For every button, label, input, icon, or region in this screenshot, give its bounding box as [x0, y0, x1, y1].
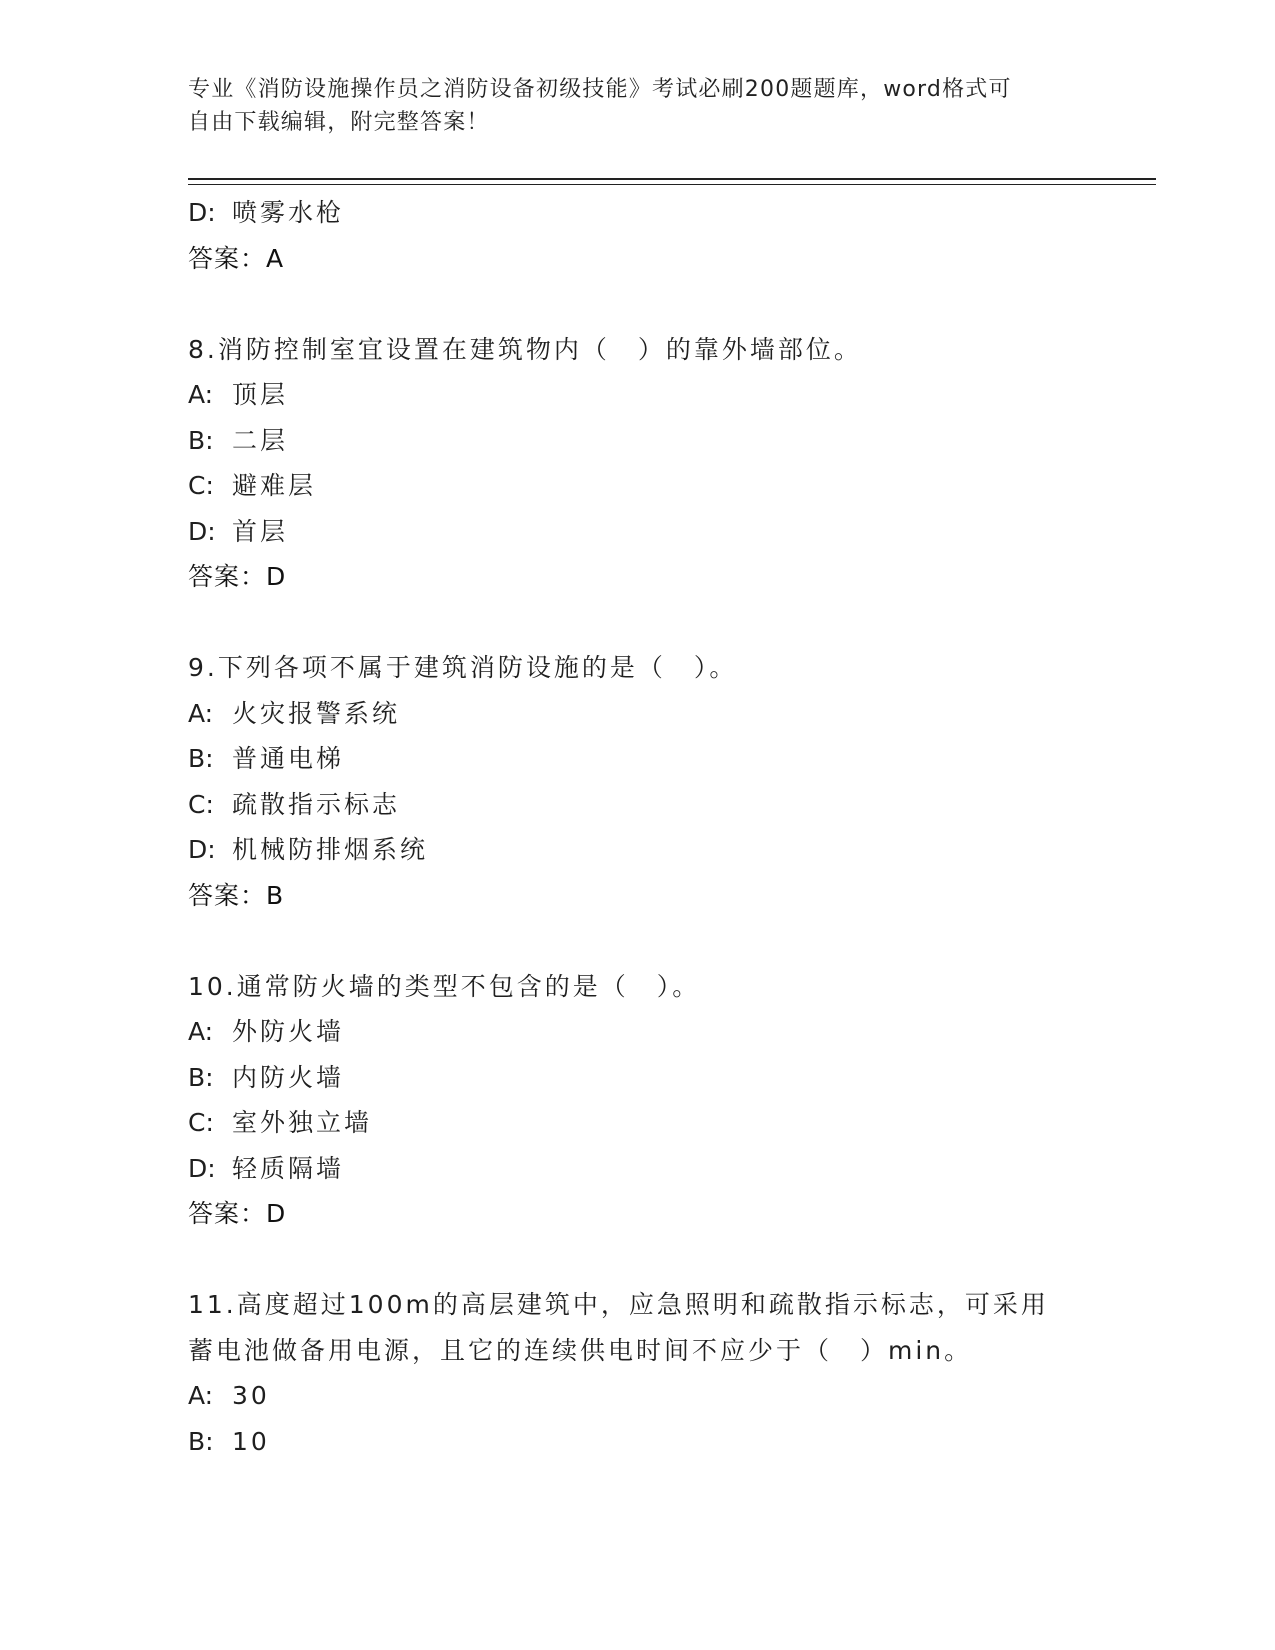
option-a: [188, 372, 1088, 418]
option-letter: C:: [188, 1108, 214, 1137]
option-letter: B:: [188, 1426, 214, 1456]
header-line-2: 自由下载编辑，附完整答案！: [188, 110, 490, 135]
option-text: 室外独立墙: [232, 1108, 373, 1137]
header-rule-thick: [188, 178, 1156, 180]
option-letter: D:: [188, 516, 216, 546]
question-stem-line-2: 蓄电池做备用电源，且它的连续供电时间不应少于（ ）min。: [188, 1335, 973, 1365]
option-letter: D:: [188, 198, 216, 227]
option-text: 首层: [232, 516, 289, 546]
option-text: 普通电梯: [232, 744, 345, 773]
option-letter: A:: [188, 380, 214, 409]
option-letter: B:: [188, 425, 214, 455]
option-c: [188, 782, 1088, 828]
answer-line: 答案：D: [188, 562, 287, 591]
option-letter: B:: [188, 744, 214, 773]
option-c: [188, 463, 1088, 509]
option-text: 二层: [232, 425, 289, 455]
option-b: [188, 1419, 1088, 1465]
option-text: 顶层: [232, 380, 289, 409]
question-list: [188, 190, 1088, 1464]
option-b: [188, 736, 1088, 782]
option-d: [188, 509, 1088, 555]
option-c: [188, 1100, 1088, 1146]
option-letter: A:: [188, 698, 214, 728]
option-letter: A:: [188, 1017, 214, 1046]
option-text: 30: [232, 1381, 270, 1410]
option-text: 轻质隔墙: [232, 1153, 345, 1183]
answer-line: 答案：A: [188, 243, 285, 273]
option-d: [188, 190, 1088, 236]
answer-line: 答案：B: [188, 880, 285, 910]
option-letter: A:: [188, 1381, 214, 1410]
option-letter: C:: [188, 471, 214, 500]
option-d: [188, 827, 1088, 873]
option-letter: D:: [188, 1153, 216, 1183]
question-stem: 8.消防控制室宜设置在建筑物内（ ）的靠外墙部位。: [188, 334, 862, 364]
option-text: 10: [232, 1426, 270, 1456]
option-text: 避难层: [232, 471, 317, 500]
option-letter: D:: [188, 835, 216, 864]
option-text: 机械防排烟系统: [232, 835, 429, 864]
option-letter: B:: [188, 1062, 214, 1092]
option-b: [188, 1055, 1088, 1101]
header-rule-thin: [188, 184, 1156, 185]
answer-line: 答案：D: [188, 1199, 287, 1228]
option-text: 外防火墙: [232, 1017, 345, 1046]
option-text: 喷雾水枪: [232, 198, 345, 227]
option-text: 内防火墙: [232, 1062, 345, 1092]
option-text: 疏散指示标志: [232, 789, 401, 819]
option-text: 火灾报警系统: [232, 698, 401, 728]
option-a: [188, 1373, 1088, 1419]
option-a: [188, 1009, 1088, 1055]
question-stem: 10.通常防火墙的类型不包含的是（ ）。: [188, 971, 701, 1001]
option-b: [188, 418, 1088, 464]
option-a: [188, 691, 1088, 737]
header-line-1: 专业《消防设施操作员之消防设备初级技能》考试必刷200题题库，word格式可: [188, 77, 1012, 102]
question-stem: 9.下列各项不属于建筑消防设施的是（ ）。: [188, 653, 738, 682]
option-letter: C:: [188, 789, 214, 819]
question-stem-line-1: 11.高度超过100m的高层建筑中，应急照明和疏散指示标志，可采用: [188, 1290, 1049, 1319]
option-d: [188, 1146, 1088, 1192]
document-header: [188, 73, 1068, 139]
